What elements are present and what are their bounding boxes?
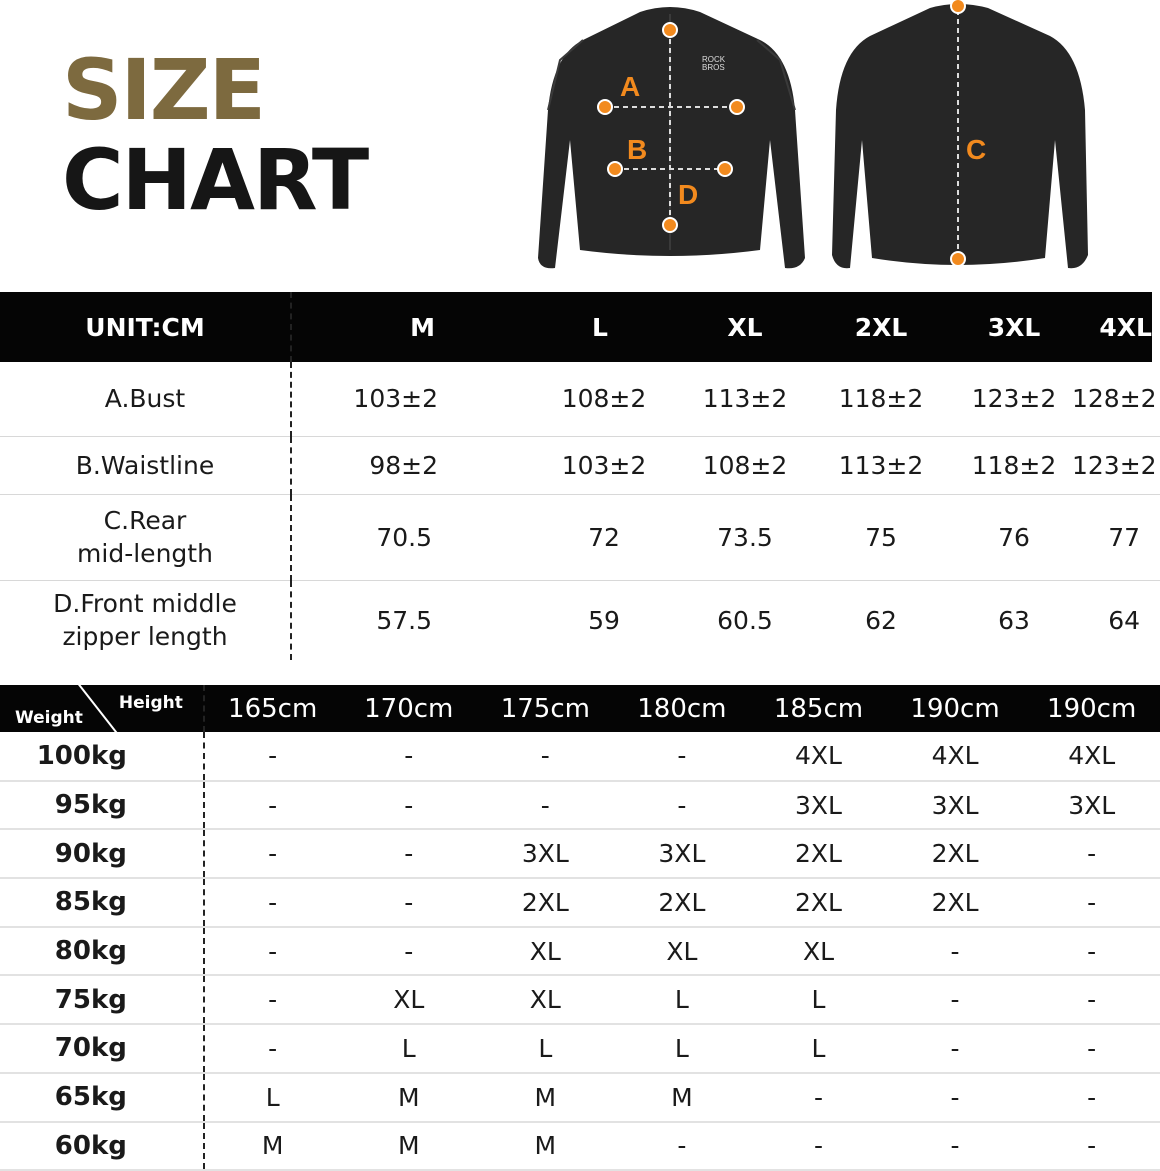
weight-label: 95kg [0, 781, 204, 830]
fit-cell: 2XL [658, 887, 706, 917]
fit-cell: - [813, 1082, 823, 1112]
fit-cell: L [811, 1033, 826, 1063]
fit-cell: - [540, 790, 550, 820]
fit-cell: - [540, 741, 550, 771]
fit-cell: - [268, 985, 278, 1015]
size-header: L [592, 312, 608, 342]
size-table-header [0, 292, 1160, 362]
weight-label: 85kg [0, 878, 204, 927]
fit-cell: M [671, 1082, 693, 1112]
height-corner-label: Height [118, 693, 183, 713]
label-a: A [620, 71, 641, 102]
table-row [0, 494, 1160, 580]
cell: 108±2 [702, 450, 788, 480]
fit-cell: - [1087, 1033, 1097, 1063]
fit-cell: 4XL [931, 741, 979, 771]
label-line: zipper length [62, 622, 228, 652]
size-header: 3XL [987, 312, 1041, 342]
fit-cell: - [677, 1131, 687, 1161]
row-label-front-zipper-length [0, 580, 291, 660]
fit-cell: - [1087, 936, 1097, 966]
fit-cell: - [1087, 839, 1097, 869]
height-header: 175cm [500, 693, 590, 724]
table-row [0, 975, 1160, 1024]
fit-cell: - [268, 741, 278, 771]
fit-cell: - [1087, 985, 1097, 1015]
fit-cell: - [404, 741, 414, 771]
cell: 75 [865, 522, 897, 552]
fit-cell: - [1087, 1131, 1097, 1161]
size-measurement-table [0, 292, 1160, 660]
title-size: SIZE [62, 41, 265, 139]
size-header: 2XL [854, 312, 908, 342]
fit-cell: L [538, 1033, 553, 1063]
fit-cell: - [950, 985, 960, 1015]
weight-label: 65kg [0, 1073, 204, 1122]
fit-cell: L [674, 985, 689, 1015]
fit-cell: - [404, 887, 414, 917]
fit-cell: XL [802, 936, 834, 966]
table-row [0, 1073, 1160, 1122]
fit-cell: 3XL [521, 839, 569, 869]
fit-cell: M [261, 1131, 284, 1161]
unit-label: UNIT:CM [0, 292, 291, 362]
size-header: M [410, 312, 435, 342]
fit-cell: 2XL [794, 839, 842, 869]
height-weight-fit-table [0, 685, 1160, 1171]
front-jacket-image [538, 7, 805, 268]
weight-label: 70kg [0, 1024, 204, 1073]
fit-cell: XL [529, 985, 561, 1015]
fit-cell: L [401, 1033, 416, 1063]
fit-cell: 4XL [1068, 741, 1116, 771]
fit-cell: - [404, 839, 414, 869]
label-line: mid-length [77, 539, 213, 568]
fit-cell: - [677, 790, 687, 820]
fit-cell: M [534, 1082, 557, 1112]
fit-cell: - [950, 1033, 960, 1063]
cell: 113±2 [838, 450, 924, 480]
cell: 64 [1108, 605, 1140, 635]
cell: 62 [865, 605, 897, 635]
label-d: D [678, 179, 699, 210]
fit-cell: M [397, 1131, 420, 1161]
weight-label: 90kg [0, 829, 204, 878]
table-row [0, 878, 1160, 927]
cell: 103±2 [353, 384, 438, 414]
table-row [0, 1122, 1160, 1171]
weight-label: 60kg [0, 1122, 204, 1171]
cell: 123±2 [1072, 450, 1157, 480]
jacket-illustration [530, 0, 1110, 280]
corner-cell [0, 685, 204, 732]
cell: 118±2 [971, 450, 1057, 480]
cell: 57.5 [376, 605, 432, 635]
label-b: B [627, 134, 648, 165]
cell: 60.5 [717, 605, 773, 635]
fit-cell: - [950, 1082, 960, 1112]
height-header: 190cm [910, 693, 1000, 724]
height-header: 185cm [773, 693, 864, 724]
weight-corner-label: Weight [15, 708, 83, 728]
fit-cell: - [1087, 1082, 1097, 1112]
height-header: 170cm [364, 693, 454, 724]
fit-cell: - [268, 790, 278, 820]
title-chart: CHART [62, 131, 368, 229]
fit-cell: - [1087, 887, 1097, 917]
fit-cell: 4XL [794, 741, 842, 771]
fit-cell: M [534, 1131, 557, 1161]
row-label-waistline: B.Waistline [0, 436, 291, 494]
fit-cell: 2XL [794, 887, 842, 917]
label-c: C [966, 134, 987, 165]
fit-cell: 3XL [931, 790, 979, 820]
front-brand-text: ROCK [702, 55, 726, 64]
cell: 76 [998, 522, 1030, 552]
table-row [0, 829, 1160, 878]
fit-cell: L [811, 985, 826, 1015]
fit-cell: - [404, 936, 414, 966]
fit-cell: 2XL [931, 887, 979, 917]
cell: 98±2 [369, 450, 438, 480]
fit-table-header [0, 685, 1160, 732]
cell: 113±2 [702, 384, 788, 414]
fit-cell: 3XL [1068, 790, 1116, 820]
height-header: 180cm [637, 693, 727, 724]
back-jacket-image [832, 0, 1088, 268]
fit-cell: M [397, 1082, 420, 1112]
fit-cell: - [813, 1131, 823, 1161]
fit-cell: XL [666, 936, 698, 966]
fit-cell: XL [529, 936, 561, 966]
fit-cell: 2XL [521, 887, 569, 917]
table-row [0, 436, 1160, 494]
cell: 73.5 [717, 522, 773, 552]
fit-cell: - [268, 1033, 278, 1063]
table-row [0, 580, 1160, 660]
size-header: 4XL [1099, 312, 1152, 342]
table-row [0, 732, 1160, 781]
weight-label: 100kg [0, 732, 204, 781]
cell: 128±2 [1072, 384, 1157, 414]
table-row [0, 927, 1160, 976]
cell: 123±2 [971, 384, 1057, 414]
weight-label: 80kg [0, 927, 204, 976]
cell: 108±2 [561, 384, 647, 414]
fit-cell: - [677, 741, 687, 771]
label-line: D.Front middle [53, 589, 237, 619]
row-label-bust: A.Bust [0, 362, 291, 436]
table-row [0, 1024, 1160, 1073]
svg-text:BROS: BROS [702, 63, 725, 72]
fit-cell: - [268, 887, 278, 917]
height-header: 190cm [1047, 693, 1137, 724]
fit-cell: - [268, 839, 278, 869]
cell: 77 [1108, 522, 1140, 552]
table-row [0, 781, 1160, 830]
cell: 70.5 [376, 522, 432, 552]
cell: 63 [998, 605, 1030, 635]
weight-label: 75kg [0, 975, 204, 1024]
cell: 118±2 [838, 384, 924, 414]
fit-cell: - [950, 1131, 960, 1161]
height-header: 165cm [228, 693, 318, 724]
fit-cell: - [950, 936, 960, 966]
table-row [0, 362, 1160, 436]
label-line: C.Rear [103, 506, 187, 535]
fit-cell: L [674, 1033, 689, 1063]
cell: 59 [588, 605, 620, 635]
fit-cell: 3XL [794, 790, 842, 820]
fit-cell: 2XL [931, 839, 979, 869]
cell: 103±2 [561, 450, 647, 480]
fit-cell: XL [393, 985, 425, 1015]
fit-cell: - [404, 790, 414, 820]
fit-cell: - [268, 936, 278, 966]
size-header: XL [727, 312, 763, 342]
cell: 72 [588, 522, 620, 552]
row-label-rear-mid-length [0, 494, 291, 580]
fit-cell: L [265, 1082, 280, 1112]
fit-cell: 3XL [658, 839, 706, 869]
